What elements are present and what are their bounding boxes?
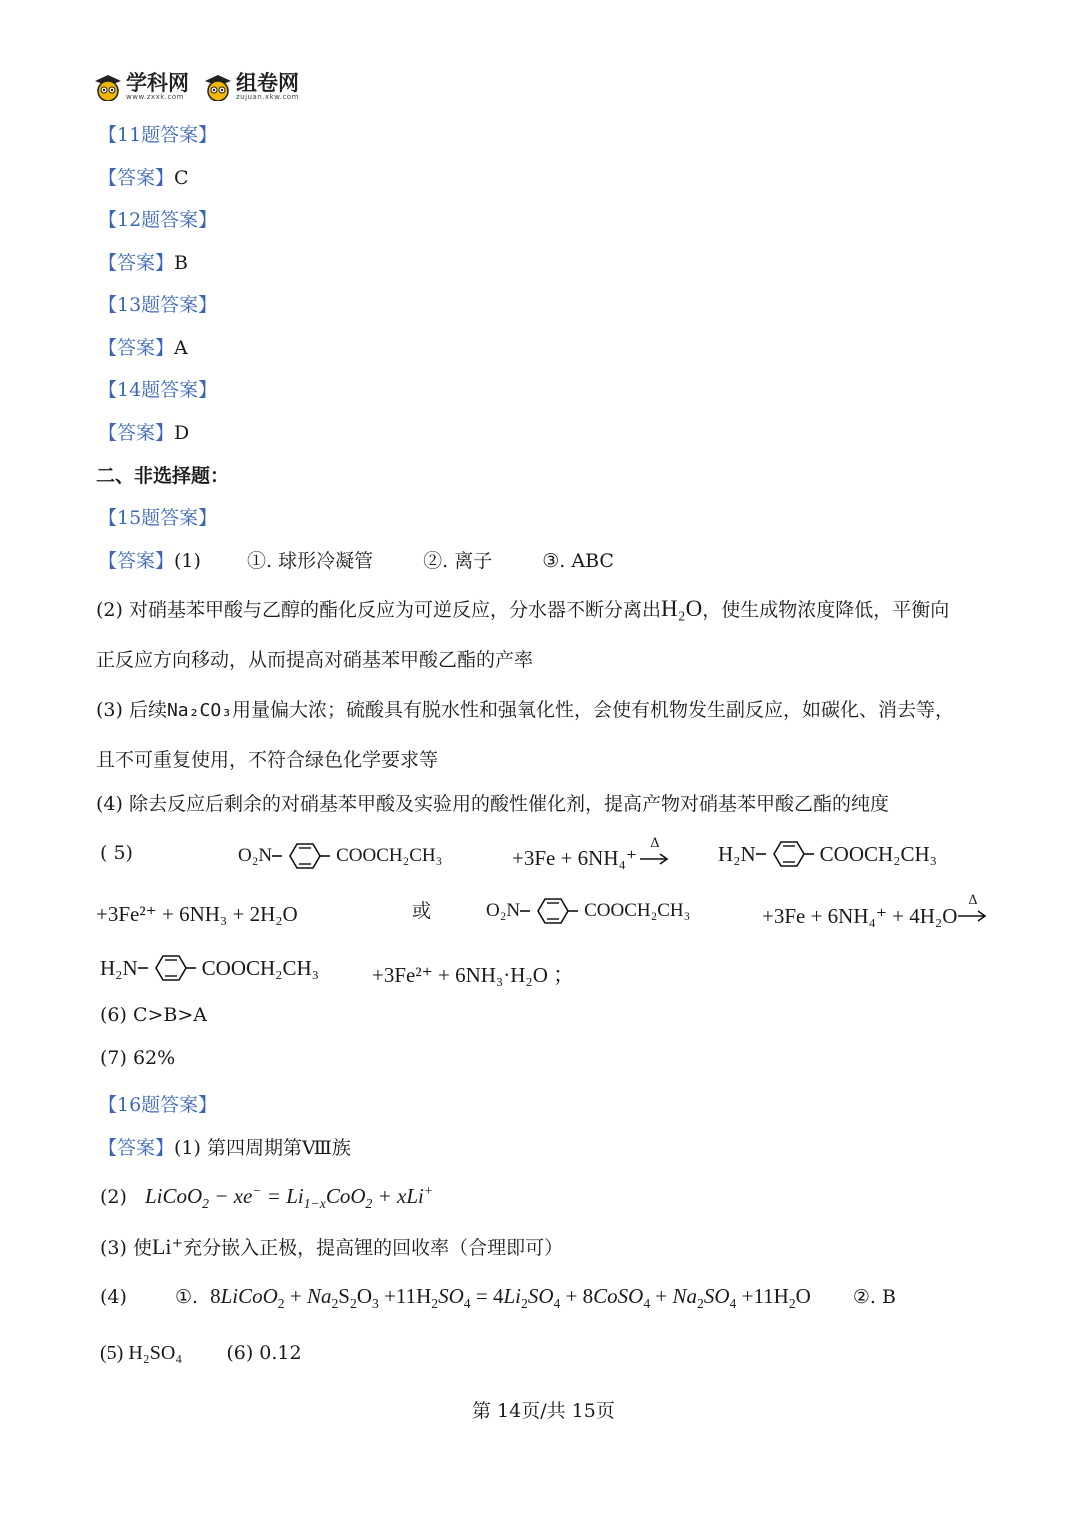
q15-part5-number: ( 5) [100, 842, 133, 864]
q12-heading: 【12题答案】 [98, 209, 218, 231]
ester-group: COOCH₂CH₃ [584, 900, 691, 921]
q15-part1 [98, 546, 614, 573]
ester-group: COOCH₂CH₃ [201, 955, 319, 980]
part1-a: ①. 球形冷凝管 [246, 550, 374, 572]
reaction1-products: +3Fe²⁺ + 6NH₃ + 2H₂O [96, 902, 298, 926]
amino-ester-structure-2 [100, 952, 319, 984]
owl-icon [93, 73, 123, 101]
part5: (5) H₂SO₄ [100, 1342, 183, 1364]
nitro-ester-structure [238, 840, 442, 872]
benzene-ring-icon [272, 840, 336, 872]
na2co3-formula: Na₂CO₃ [166, 700, 232, 721]
q14-heading: 【14题答案】 [98, 379, 218, 401]
reaction2-products: +3Fe²⁺ + 6NH₃·H₂O ； [372, 963, 575, 987]
text: 用量偏大浓；硫酸具有脱水性和强氧化性，会使有机物发生副反应，如碳化、消去等， [232, 699, 955, 721]
part1-c: ③. ABC [542, 550, 614, 572]
part1-b: ②. 离子 [423, 550, 493, 572]
section-title: 二、非选择题： [96, 465, 230, 487]
nitro-group: O₂N [486, 900, 521, 921]
leaching-equation: 8LiCoO$_2$ + $Na_2S_2O_3 +11H_2SO_4 = 4Li_2SO_4$ + 8CoSO$_4$ + $Na_2SO_4 +11H_2O$ [210, 1284, 811, 1312]
answer-tag: 【答案】 [98, 167, 175, 189]
part4-a-label: ①. [174, 1286, 199, 1308]
part-number: (4) [100, 1286, 127, 1308]
answer-tag: 【答案】 [98, 422, 175, 444]
zujuan-logo [203, 73, 299, 101]
logo1-sub: www.zxxk.com [126, 93, 184, 101]
q16-part5-6 [100, 1342, 302, 1365]
answer-value: A [174, 337, 188, 359]
q15-part2-line1 [96, 595, 949, 622]
q16-heading: 【16题答案】 [98, 1094, 218, 1116]
arrow-icon [640, 853, 670, 865]
benzene-ring-icon [756, 838, 820, 870]
answer-tag: 【答案】 [98, 337, 175, 359]
logo1-text: 学科网 [126, 71, 189, 95]
text: ，使生成物浓度降低，平衡向 [702, 599, 950, 621]
benzene-ring-icon [138, 952, 202, 984]
answer-tag: 【答案】 [98, 550, 175, 572]
answer-tag: 【答案】 [98, 252, 175, 274]
logo2-text: 组卷网 [236, 71, 299, 95]
reaction2-reagents: +3Fe + 6NH₄⁺ + 4H₂O [762, 904, 958, 928]
q13-answer [98, 333, 188, 360]
q16-part4 [100, 1284, 896, 1312]
q15-part2-line2: 正反应方向移动，从而提高对硝基苯甲酸乙酯的产率 [96, 649, 534, 671]
q15-part6: (6) C>B>A [100, 1004, 208, 1026]
part-number: (2) [100, 1186, 127, 1208]
part1-text: (1) 第四周期第Ⅷ族 [174, 1137, 351, 1159]
q16-part3 [100, 1233, 563, 1260]
q16-part1 [98, 1133, 351, 1160]
heat-symbol: Δ [968, 893, 978, 908]
amino-ester-structure [718, 838, 937, 870]
or-text: 或 [412, 900, 432, 922]
answer-value: B [174, 252, 188, 274]
h2o-formula: H₂O [660, 596, 703, 621]
q14-answer [98, 418, 189, 445]
q15-heading: 【15题答案】 [98, 507, 218, 529]
part6: (6) 0.12 [226, 1342, 302, 1364]
header-logos [93, 70, 313, 104]
q15-part7: (7) 62% [100, 1047, 176, 1069]
li-ion: Li⁺ [151, 1234, 184, 1259]
q13-heading: 【13题答案】 [98, 294, 218, 316]
text: (3) 后续 [96, 699, 167, 721]
logo2-sub: zujuan.xkw.com [236, 93, 299, 101]
answer-tag: 【答案】 [98, 1137, 175, 1159]
q15-part3-line2: 且不可重复使用，不符合绿色化学要求等 [96, 749, 439, 771]
text: 充分嵌入正极，提高锂的回收率（合理即可） [183, 1237, 564, 1259]
reaction2-arrow [958, 895, 988, 926]
zxxk-logo [93, 73, 189, 101]
ester-group: COOCH₂CH₃ [819, 841, 937, 866]
nitro-group: O₂N [238, 845, 273, 866]
text: (2) 对硝基苯甲酸与乙醇的酯化反应为可逆反应，分水器不断分离出 [96, 599, 661, 621]
answer-value: D [174, 422, 190, 444]
heat-symbol: Δ [650, 836, 660, 851]
text: (3) 使 [100, 1237, 152, 1259]
arrow-icon [958, 910, 988, 922]
q11-heading: 【11题答案】 [98, 124, 218, 146]
q15-part3-line1 [96, 695, 954, 722]
delithiation-equation: LiCoO$_2$ − $xe^- = Li_{1-x}CoO_2 + xLi^+$ [144, 1183, 434, 1212]
q11-answer [98, 163, 189, 190]
amino-group: H₂N [100, 955, 138, 980]
amino-group: H₂N [718, 841, 756, 866]
ester-group: COOCH₂CH₃ [336, 845, 443, 866]
answer-value: C [174, 167, 189, 189]
page-footer: 第 14页/共 15页 [472, 1400, 615, 1422]
part-number: (1) [174, 550, 201, 572]
part4-b: ②. B [852, 1286, 896, 1308]
nitro-ester-structure-2 [486, 895, 690, 927]
owl-icon [203, 73, 233, 101]
q16-part2 [100, 1183, 434, 1212]
q12-answer [98, 248, 188, 275]
reaction1-reagents: +3Fe + 6NH₄⁺ [512, 846, 637, 870]
q15-part4: (4) 除去反应后剩余的对硝基苯甲酸及实验用的酸性催化剂，提高产物对硝基苯甲酸乙酯的纯度 [96, 793, 889, 815]
reaction1-arrow [640, 838, 670, 869]
benzene-ring-icon [520, 895, 584, 927]
